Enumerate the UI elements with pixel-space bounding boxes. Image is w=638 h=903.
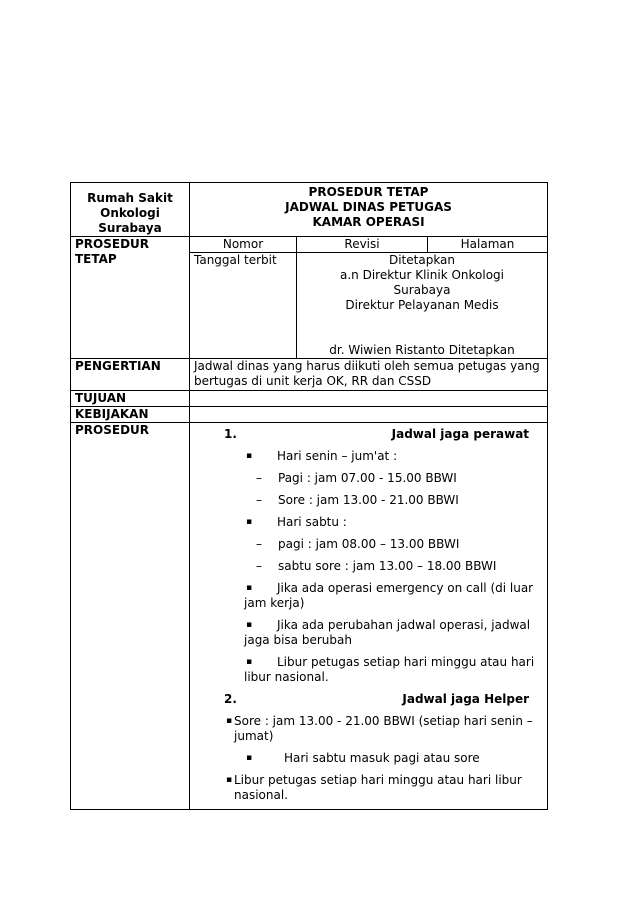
pengertian-label: PENGERTIAN [71, 359, 190, 391]
hospital-name: Rumah Sakit Onkologi Surabaya [71, 183, 190, 237]
prosedur-label: PROSEDUR [71, 423, 190, 810]
prosedur-content [190, 423, 548, 810]
title-line-2: JADWAL DINAS PETUGAS [285, 200, 452, 214]
dash-icon: – [256, 537, 262, 551]
section-1-title: Jadwal jaga perawat [391, 427, 530, 441]
list-item: ▪ Sore : jam 13.00 - 21.00 BBWI (setiap hari senin – jumat) [226, 714, 533, 743]
list-item: ▪ Hari sabtu masuk pagi atau sore [246, 751, 480, 765]
list-item: – pagi : jam 08.00 – 13.00 BBWI [256, 537, 460, 551]
signatory: dr. Wiwien Ristanto Ditetapkan [329, 343, 515, 357]
dash-icon: – [256, 471, 262, 485]
pengertian-text: Jadwal dinas yang harus diikuti oleh semua petugas yang bertugas di unit kerja OK, RR dan CSSD [190, 359, 548, 391]
tujuan-value [190, 391, 548, 407]
list-item: ▪ Hari senin – jum'at : [246, 449, 398, 463]
list-item: ▪ Hari sabtu : [246, 515, 347, 529]
halaman-header: Halaman [428, 237, 548, 253]
list-item: – Pagi : jam 07.00 - 15.00 BBWI [256, 471, 457, 485]
section-2-title: Jadwal jaga Helper [402, 692, 530, 706]
atas-nama: a.n Direktur Klinik Onkologi [340, 268, 505, 282]
nomor-header: Nomor [190, 237, 297, 253]
procedure-document [70, 182, 548, 810]
square-bullet-icon: ▪ [246, 753, 253, 763]
kebijakan-label: KEBIJAKAN [71, 407, 190, 423]
city: Surabaya [393, 283, 451, 297]
section-1-heading [194, 427, 543, 442]
section-2-number: 2. [224, 692, 237, 706]
square-bullet-icon: ▪ [246, 657, 253, 667]
approval-block [297, 253, 548, 359]
list-item: ▪ Jika ada perubahan jadwal operasi, jadwal jaga bisa berubah [244, 618, 531, 647]
section-1-number: 1. [224, 427, 237, 441]
tanggal-terbit: Tanggal terbit [190, 253, 297, 359]
position: Direktur Pelayanan Medis [345, 298, 499, 312]
kebijakan-value [190, 407, 548, 423]
tujuan-label: TUJUAN [71, 391, 190, 407]
square-bullet-icon: ▪ [246, 583, 253, 593]
title-line-1: PROSEDUR TETAP [308, 185, 429, 199]
list-item: – Sore : jam 13.00 - 21.00 BBWI [256, 493, 459, 507]
revisi-header: Revisi [297, 237, 428, 253]
ditetapkan: Ditetapkan [388, 253, 456, 267]
dash-icon: – [256, 493, 262, 507]
list-item: – sabtu sore : jam 13.00 – 18.00 BBWI [256, 559, 497, 573]
protap-label: PROSEDUR TETAP [71, 237, 190, 359]
square-bullet-icon: ▪ [226, 775, 233, 785]
square-bullet-icon: ▪ [246, 620, 253, 630]
list-item: ▪ Jika ada operasi emergency on call (di luar jam kerja) [244, 581, 534, 610]
square-bullet-icon: ▪ [226, 716, 233, 726]
list-item: ▪ Libur petugas setiap hari minggu atau hari libur nasional. [226, 773, 522, 802]
square-bullet-icon: ▪ [246, 451, 253, 461]
document-title [190, 183, 548, 237]
list-item: ▪ Libur petugas setiap hari minggu atau hari libur nasional. [244, 655, 535, 684]
section-2-heading [194, 692, 543, 707]
square-bullet-icon: ▪ [246, 517, 253, 527]
title-line-3: KAMAR OPERASI [312, 215, 425, 229]
dash-icon: – [256, 559, 262, 573]
